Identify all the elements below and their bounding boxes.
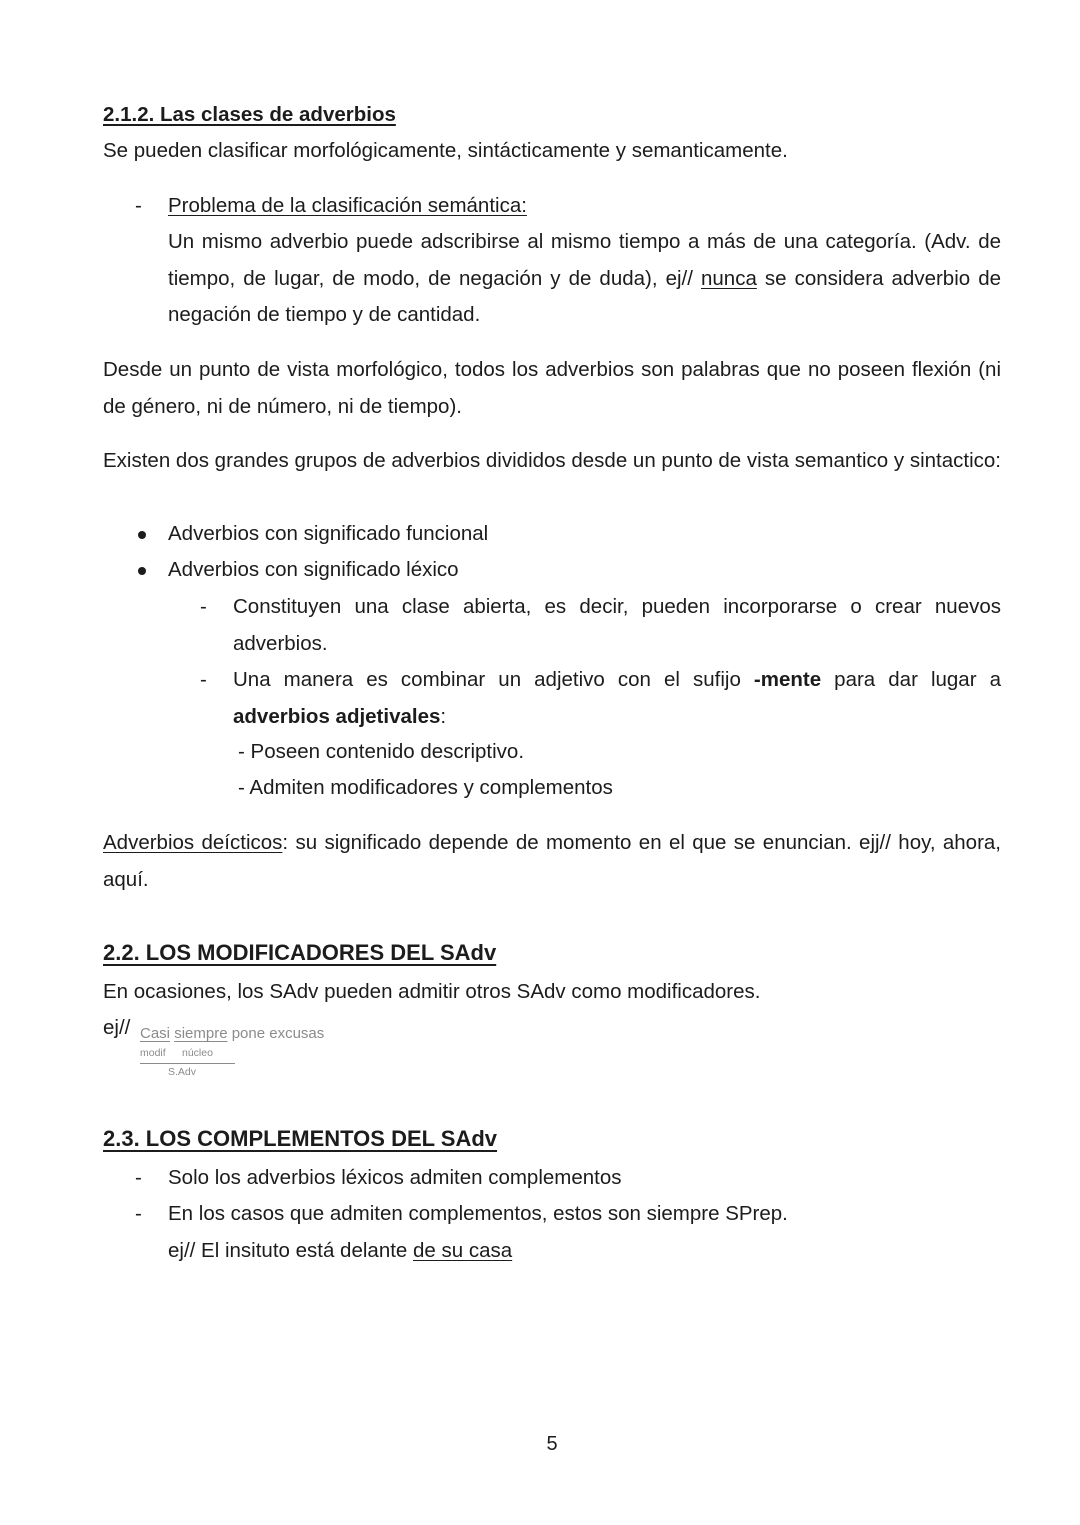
sub-item-open-class: Constituyen una clase abierta, es decir, pueden incorporarse o crear nuevos adverbios.: [233, 595, 1001, 655]
complement-example: ej// El insituto está delante de su casa: [168, 1239, 513, 1262]
morphology-paragraph: Desde un punto de vista morfológico, todos los adverbios son palabras que no poseen flexión (ni de género, ni de número, ni de tiempo).: [103, 358, 1001, 418]
adjectival-feature-2: - Admiten modificadores y complementos: [238, 776, 613, 799]
problem-text: Un mismo adverbio puede adscribirse al mismo tiempo a más de una categoría. (Adv. de tiempo, de lugar, de modo, de negación y de duda), ej// nunca se considera adverbio de negación de tiempo y de cantidad.: [168, 230, 1001, 326]
section-heading-2-3: 2.3. LOS COMPLEMENTOS DEL SAdv: [103, 1126, 498, 1151]
label-modifier: modif: [140, 1047, 166, 1059]
section-heading-2-1-2: 2.1.2. Las clases de adverbios: [103, 103, 396, 126]
complement-item-1: Solo los adverbios léxicos admiten complementos: [168, 1166, 622, 1189]
section-heading-2-2: 2.2. LOS MODIFICADORES DEL SAdv: [103, 940, 497, 965]
complement-item-2: En los casos que admiten complementos, estos son siempre SPrep.: [168, 1202, 788, 1225]
groups-intro-paragraph: Existen dos grandes grupos de adverbios divididos desde un punto de vista semantico y sintactico:: [103, 449, 1001, 472]
dash-marker: -: [135, 1166, 142, 1189]
dash-marker: -: [135, 194, 142, 217]
dash-marker: -: [200, 595, 207, 618]
term-adverbios-adjetivales: adverbios adjetivales: [233, 704, 441, 728]
modifiers-paragraph: En ocasiones, los SAdv pueden admitir otros SAdv como modificadores.: [103, 980, 761, 1003]
dash-marker: -: [200, 668, 207, 691]
term-adverbios-deicticos: Adverbios deícticos: [103, 831, 283, 854]
adjectival-feature-1: - Poseen contenido descriptivo.: [238, 740, 525, 763]
example-prefix: ej//: [103, 1016, 131, 1039]
example-word-nunca: nunca: [700, 266, 757, 290]
bullet-dot: [138, 567, 146, 575]
example-sentence: Casi siempre pone excusas: [140, 1025, 325, 1042]
sub-item-mente: Una manera es combinar un adjetivo con el sufijo -mente para dar lugar a adverbios adjetivales:: [233, 668, 1001, 728]
label-sadv: S.Adv: [168, 1066, 197, 1078]
example-complement-de-su-casa: de su casa: [413, 1239, 513, 1262]
bullet-lexical: Adverbios con significado léxico: [168, 558, 459, 581]
page-number: 5: [546, 1433, 558, 1455]
problem-title: Problema de la clasificación semántica:: [168, 194, 527, 217]
label-nucleus: núcleo: [182, 1047, 213, 1059]
deictic-paragraph: Adverbios deícticos: su significado depende de momento en el que se enuncian. ejj// hoy, ahora, aquí.: [103, 831, 1001, 891]
phrase-bracket-line: [140, 1063, 235, 1064]
suffix-mente: -mente: [753, 668, 822, 691]
bullet-functional: Adverbios con significado funcional: [168, 522, 489, 545]
syntax-analysis-example: [140, 1024, 380, 1084]
intro-paragraph: Se pueden clasificar morfológicamente, sintácticamente y semanticamente.: [103, 139, 788, 162]
dash-marker: -: [135, 1202, 142, 1225]
bullet-dot: [138, 531, 146, 539]
